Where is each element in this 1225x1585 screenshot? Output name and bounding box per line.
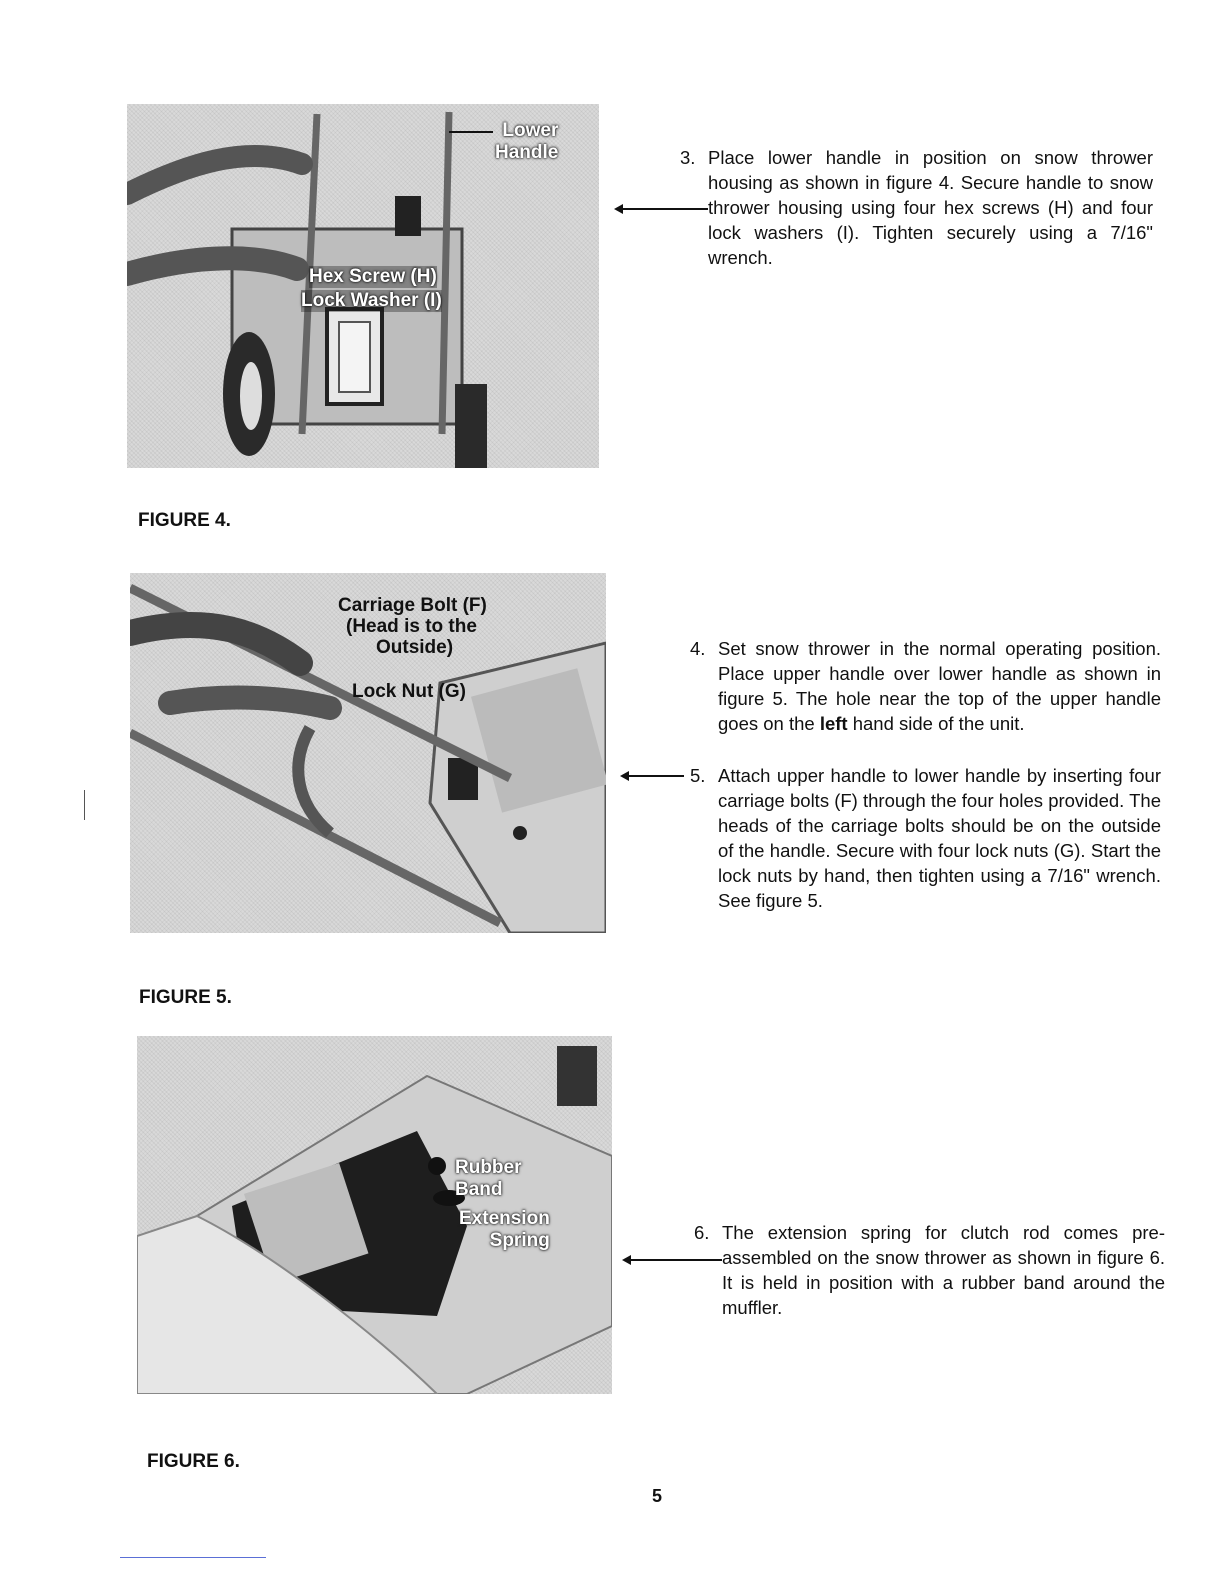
label-hex-screw: Hex Screw (H): [309, 266, 437, 287]
label-head-line-2: Outside): [376, 637, 454, 658]
figure-6-caption: FIGURE 6.: [147, 1451, 240, 1472]
pointer-line-lower-handle: [449, 131, 493, 133]
label-carriage-bolt: Carriage Bolt (F): [338, 595, 487, 616]
step-4-number: 4.: [690, 638, 706, 659]
label-extension-spring: Extension Spring: [459, 1208, 550, 1251]
arrow-step-6: [624, 1259, 722, 1261]
page-number: 5: [652, 1486, 663, 1506]
step-6-number: 6.: [694, 1222, 710, 1243]
step-5-text: Attach upper handle to lower handle by inserting four carriage bolts (F) through the four holes provided. The heads of the carriage bolts should be on the outside of the handle. Secure with four lock nuts (G). Start the lock nuts by hand, then tighten using a 7/16" wrench. See figure 5.: [718, 765, 1161, 911]
figure-4-photo: [127, 104, 599, 468]
scan-mark-left: [84, 790, 85, 820]
scan-mark-bottom: [120, 1557, 266, 1558]
label-rubber-band: Rubber Band: [455, 1157, 522, 1200]
label-lock-washer: Lock Washer (I): [301, 290, 442, 311]
step-3-number: 3.: [680, 147, 696, 168]
arrow-step-5: [622, 775, 684, 777]
step-5-number: 5.: [690, 765, 706, 786]
step-4-bold-word: left: [819, 713, 848, 734]
label-lock-nut: Lock Nut (G): [352, 681, 466, 702]
step-6-text: The extension spring for clutch rod comes pre-assembled on the snow thrower as shown in figure 6. It is held in position with a rubber band around the muffler.: [722, 1222, 1165, 1318]
figure-4-caption: FIGURE 4.: [138, 510, 231, 531]
step-4-text-before: Set snow thrower in the normal operating position. Place upper handle over lower handle as shown in figure 5. The hole near the top of the upper handle goes on the: [718, 638, 1161, 734]
step-5: [690, 763, 1161, 913]
figure-5-caption: FIGURE 5.: [139, 987, 232, 1008]
figure-5-photo: [130, 573, 606, 933]
arrow-step-3: [616, 208, 708, 210]
step-3-text: Place lower handle in position on snow thrower housing as shown in figure 4. Secure handle to snow thrower housing using four hex screws (H) and four lock washers (I). Tighten securely using a 7/16" wrench.: [708, 147, 1153, 268]
step-6: [694, 1220, 1165, 1320]
label-lower-handle: Lower Handle: [495, 120, 559, 163]
label-head-line-1: (Head is to the: [346, 616, 477, 637]
step-4-text-after: hand side of the unit.: [847, 713, 1025, 734]
step-3: [680, 145, 1153, 270]
figure-6-photo: [137, 1036, 612, 1394]
step-4: [690, 636, 1161, 736]
